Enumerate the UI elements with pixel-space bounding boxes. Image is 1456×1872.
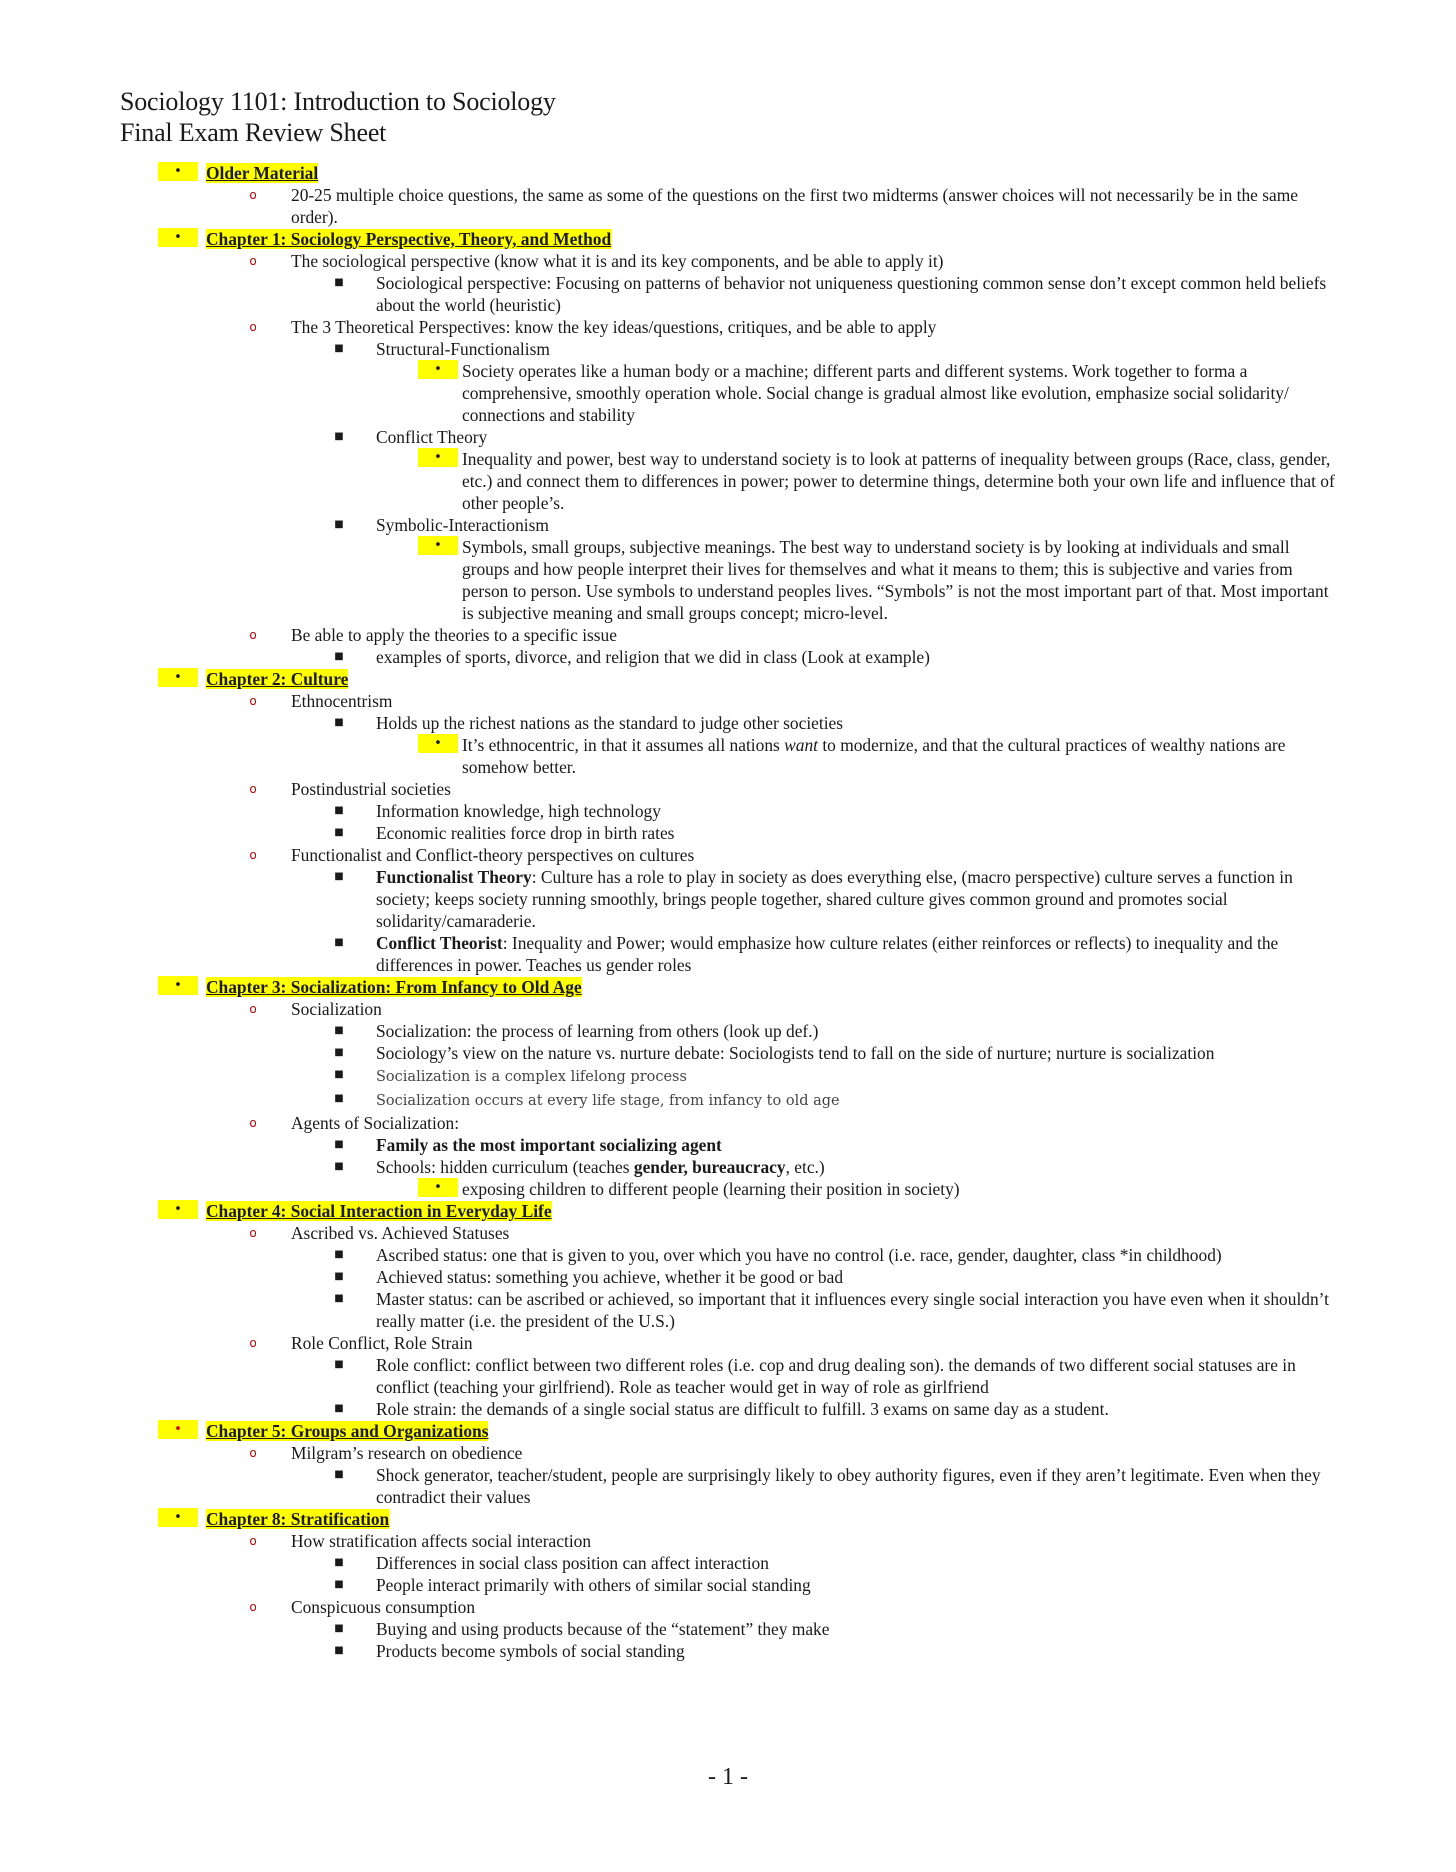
outline-item [120, 998, 1340, 1020]
item-text: Schools: hidden curriculum (teaches gender, bureaucracy, etc.) [376, 1157, 825, 1177]
outline-item [120, 1354, 1340, 1398]
square-bullet-icon: ■ [334, 1623, 344, 1634]
outline-item [120, 1640, 1340, 1662]
square-bullet-icon: ■ [334, 1047, 344, 1058]
outline-item [120, 1464, 1340, 1508]
outline [120, 162, 1340, 1662]
item-text: Ascribed vs. Achieved Statuses [291, 1223, 510, 1243]
circle-bullet-icon: o [249, 254, 257, 268]
outline-item [120, 822, 1340, 844]
bullet-icon: • [418, 1178, 458, 1197]
item-text: Products become symbols of social standing [376, 1641, 685, 1661]
item-text: examples of sports, divorce, and religion that we did in class (Look at example) [376, 647, 930, 667]
section-heading [120, 1420, 1340, 1442]
item-text: The 3 Theoretical Perspectives: know the key ideas/questions, critiques, and be able to apply [291, 317, 937, 337]
square-bullet-icon: ■ [334, 277, 344, 288]
square-bullet-icon: ■ [334, 1069, 344, 1080]
item-text: Family as the most important socializing agent [376, 1135, 722, 1155]
outline-item [120, 1332, 1340, 1354]
square-bullet-icon: ■ [334, 827, 344, 838]
bullet-icon: • [158, 976, 198, 995]
square-bullet-icon: ■ [334, 1161, 344, 1172]
circle-bullet-icon: o [249, 848, 257, 862]
item-text: Milgram’s research on obedience [291, 1443, 523, 1463]
outline-item [120, 734, 1340, 778]
outline-item [120, 1552, 1340, 1574]
item-text: Role Conflict, Role Strain [291, 1333, 473, 1353]
item-text: Socialization: the process of learning from others (look up def.) [376, 1021, 819, 1041]
section-heading [120, 1200, 1340, 1222]
outline-item [120, 1442, 1340, 1464]
outline-item [120, 250, 1340, 272]
section-title: Chapter 5: Groups and Organizations [206, 1421, 489, 1441]
item-text: Ascribed status: one that is given to you, over which you have no control (i.e. race, gender, daughter, class *in childhood) [376, 1245, 1222, 1265]
outline-item [120, 1288, 1340, 1332]
outline-item [120, 1020, 1340, 1042]
item-text: Symbols, small groups, subjective meanings. The best way to understand society is by looking at individuals and small groups and how people interpret their lives for themselves and what it means to them; this is subjective and varies from person to person. Use symbols to understand peoples lives. “Symbols” is not the most important part of that. Most important is subjective meaning and small groups concept; micro-level. [462, 537, 1329, 623]
bullet-icon: • [158, 1200, 198, 1219]
circle-bullet-icon: o [249, 1226, 257, 1240]
outline-item [120, 1618, 1340, 1640]
outline-item [120, 448, 1340, 514]
bullet-icon: • [158, 1420, 198, 1439]
item-text: Achieved status: something you achieve, whether it be good or bad [376, 1267, 844, 1287]
outline-item [120, 1222, 1340, 1244]
section-heading [120, 668, 1340, 690]
outline-item [120, 1530, 1340, 1552]
bullet-icon: • [158, 162, 198, 181]
bullet-icon: • [418, 448, 458, 467]
square-bullet-icon: ■ [334, 1469, 344, 1480]
outline-item [120, 712, 1340, 734]
item-text: Buying and using products because of the “statement” they make [376, 1619, 830, 1639]
section-title: Chapter 1: Sociology Perspective, Theory, and Method [206, 229, 612, 249]
outline-item [120, 536, 1340, 624]
item-text: Sociological perspective: Focusing on patterns of behavior not uniqueness questioning common sense don’t except common held beliefs about the world (heuristic) [376, 273, 1327, 315]
circle-bullet-icon: o [249, 188, 257, 202]
outline-item [120, 1596, 1340, 1618]
item-text: People interact primarily with others of similar social standing [376, 1575, 811, 1595]
section-heading [120, 976, 1340, 998]
outline-item [120, 1064, 1340, 1088]
section-title: Chapter 8: Stratification [206, 1509, 390, 1529]
outline-item [120, 338, 1340, 360]
circle-bullet-icon: o [249, 1336, 257, 1350]
item-text: Conspicuous consumption [291, 1597, 476, 1617]
square-bullet-icon: ■ [334, 1139, 344, 1150]
square-bullet-icon: ■ [334, 937, 344, 948]
item-text: Ethnocentrism [291, 691, 393, 711]
square-bullet-icon: ■ [334, 717, 344, 728]
item-text: Role conflict: conflict between two different roles (i.e. cop and drug dealing son). the demands of two different social statuses are in conflict (teaching your girlfriend). Role as teacher would get in way of role as girlfriend [376, 1355, 1296, 1397]
item-text: How stratification affects social interaction [291, 1531, 592, 1551]
outline-item [120, 1156, 1340, 1178]
item-text: Socialization occurs at every life stage, from infancy to old age [376, 1093, 840, 1109]
square-bullet-icon: ■ [334, 1025, 344, 1036]
outline-item [120, 316, 1340, 338]
outline-item [120, 1244, 1340, 1266]
outline-item [120, 184, 1340, 228]
item-text: The sociological perspective (know what it is and its key components, and be able to apply it) [291, 251, 944, 271]
square-bullet-icon: ■ [334, 1579, 344, 1590]
outline-item [120, 866, 1340, 932]
section-heading [120, 1508, 1340, 1530]
item-text: Symbolic-Interactionism [376, 515, 549, 535]
section-title: Chapter 3: Socialization: From Infancy to Old Age [206, 977, 582, 997]
outline-item [120, 624, 1340, 646]
square-bullet-icon: ■ [334, 431, 344, 442]
square-bullet-icon: ■ [334, 1359, 344, 1370]
circle-bullet-icon: o [249, 1116, 257, 1130]
outline-item [120, 1266, 1340, 1288]
item-text: Conflict Theory [376, 427, 488, 447]
item-text: Differences in social class position can affect interaction [376, 1553, 769, 1573]
item-text: Conflict Theorist: Inequality and Power; would emphasize how culture relates (either reinforces or reflects) to inequality and the differences in power. Teaches us gender roles [376, 933, 1279, 975]
outline-item [120, 1088, 1340, 1112]
circle-bullet-icon: o [249, 628, 257, 642]
square-bullet-icon: ■ [334, 1645, 344, 1656]
document-subtitle: Final Exam Review Sheet [120, 118, 387, 147]
bullet-icon: • [418, 536, 458, 555]
outline-item [120, 778, 1340, 800]
item-text: Structural-Functionalism [376, 339, 550, 359]
square-bullet-icon: ■ [334, 1293, 344, 1304]
circle-bullet-icon: o [249, 694, 257, 708]
outline-item [120, 800, 1340, 822]
section-title: Chapter 2: Culture [206, 669, 349, 689]
section-title: Chapter 4: Social Interaction in Everyday Life [206, 1201, 552, 1221]
item-text: Inequality and power, best way to understand society is to look at patterns of inequality between groups (Race, class, gender, etc.) and connect them to differences in power; power to determine things, determine both your own life and influence that of other people’s. [462, 449, 1335, 513]
square-bullet-icon: ■ [334, 1403, 344, 1414]
item-text: Holds up the richest nations as the standard to judge other societies [376, 713, 844, 733]
item-text: Shock generator, teacher/student, people are surprisingly likely to obey authority figures, even if they aren’t legitimate. Even when they contradict their values [376, 1465, 1321, 1507]
item-text: Functionalist and Conflict-theory perspectives on cultures [291, 845, 695, 865]
item-text: 20-25 multiple choice questions, the same as some of the questions on the first two midterms (answer choices will not necessarily be in the same order). [291, 185, 1298, 227]
item-text: exposing children to different people (learning their position in society) [462, 1179, 960, 1199]
outline-item [120, 1042, 1340, 1064]
square-bullet-icon: ■ [334, 1557, 344, 1568]
square-bullet-icon: ■ [334, 871, 344, 882]
outline-item [120, 426, 1340, 448]
item-text: Postindustrial societies [291, 779, 451, 799]
square-bullet-icon: ■ [334, 1249, 344, 1260]
outline-item [120, 1134, 1340, 1156]
circle-bullet-icon: o [249, 1600, 257, 1614]
item-text: Information knowledge, high technology [376, 801, 661, 821]
square-bullet-icon: ■ [334, 1093, 344, 1104]
item-text: It’s ethnocentric, in that it assumes all nations want to modernize, and that the cultural practices of wealthy nations are somehow better. [462, 735, 1286, 777]
bullet-icon: • [418, 734, 458, 753]
title-block [120, 86, 556, 148]
item-text: Functionalist Theory: Culture has a role to play in society as does everything else, (macro perspective) culture serves a function in society; keeps society running smoothly, brings people together, shared culture gives common ground and promotes social solidarity/camaraderie. [376, 867, 1293, 931]
outline-item [120, 1178, 1340, 1200]
outline-item [120, 1574, 1340, 1596]
square-bullet-icon: ■ [334, 1271, 344, 1282]
circle-bullet-icon: o [249, 320, 257, 334]
bullet-icon: • [158, 228, 198, 247]
section-heading [120, 228, 1340, 250]
circle-bullet-icon: o [249, 1446, 257, 1460]
outline-item [120, 514, 1340, 536]
item-text: Role strain: the demands of a single social status are difficult to fulfill. 3 exams on same day as a student. [376, 1399, 1109, 1419]
circle-bullet-icon: o [249, 782, 257, 796]
outline-item [120, 646, 1340, 668]
section-heading [120, 162, 1340, 184]
item-text: Sociology’s view on the nature vs. nurture debate: Sociologists tend to fall on the side of nurture; nurture is socialization [376, 1043, 1215, 1063]
square-bullet-icon: ■ [334, 651, 344, 662]
square-bullet-icon: ■ [334, 519, 344, 530]
page-number: - 1 - [708, 1764, 748, 1790]
outline-item [120, 360, 1340, 426]
item-text: Be able to apply the theories to a specific issue [291, 625, 617, 645]
circle-bullet-icon: o [249, 1534, 257, 1548]
square-bullet-icon: ■ [334, 805, 344, 816]
item-text: Agents of Socialization: [291, 1113, 460, 1133]
bullet-icon: • [158, 668, 198, 687]
outline-item [120, 690, 1340, 712]
document-title: Sociology 1101: Introduction to Sociology [120, 87, 556, 116]
outline-item [120, 932, 1340, 976]
square-bullet-icon: ■ [334, 343, 344, 354]
item-text: Socialization is a complex lifelong process [376, 1069, 687, 1085]
bullet-icon: • [158, 1508, 198, 1527]
item-text: Master status: can be ascribed or achieved, so important that it influences every single social interaction you have even when it shouldn’t really matter (i.e. the president of the U.S.) [376, 1289, 1329, 1331]
item-text: Economic realities force drop in birth rates [376, 823, 675, 843]
section-title: Older Material [206, 163, 319, 183]
outline-item [120, 1112, 1340, 1134]
outline-item [120, 1398, 1340, 1420]
item-text: Society operates like a human body or a machine; different parts and different systems. Work together to forma a comprehensive, smoothly operation whole. Social change is gradual almost like evolution, emphasize social solidarity/ connections and stability [462, 361, 1289, 425]
outline-item [120, 272, 1340, 316]
bullet-icon: • [418, 360, 458, 379]
outline-item [120, 844, 1340, 866]
item-text: Socialization [291, 999, 382, 1019]
circle-bullet-icon: o [249, 1002, 257, 1016]
